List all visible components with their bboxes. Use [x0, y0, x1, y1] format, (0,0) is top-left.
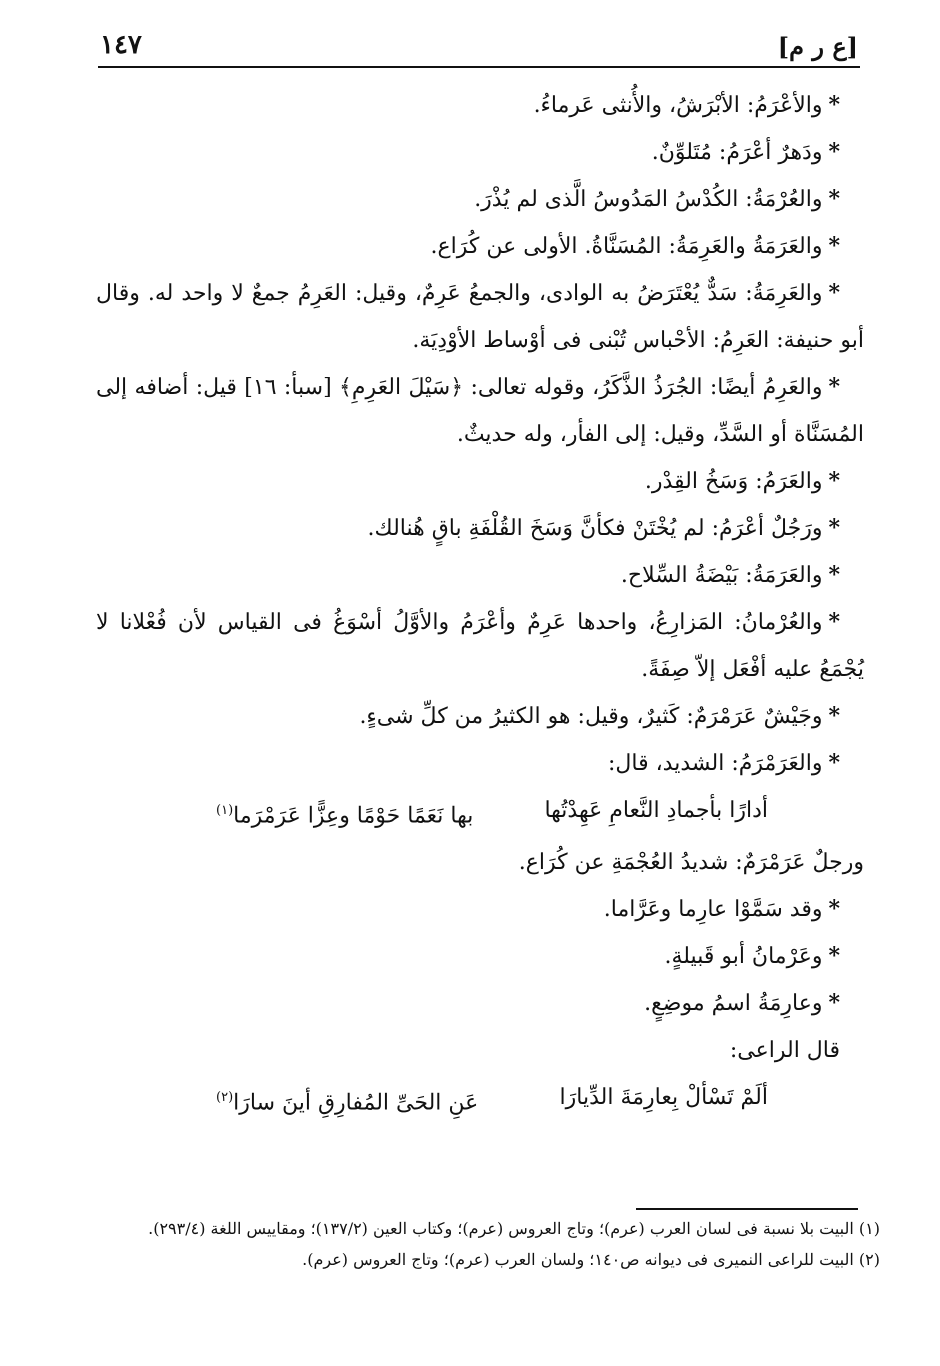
entry-text: وعارِمَةُ اسمُ موضِعٍ. [644, 991, 823, 1017]
entry-text: وجَيْشٌ عَرَمْرَمٌ: كَثيرٌ، وقيل: هو الكثيرُ من كلِّ شىءٍ. [359, 704, 823, 729]
verse-first-hemistich: ألَمْ تَسْألْ بِعارِمَةَ الدِّيارَا [559, 1085, 768, 1111]
entry-marker: * [828, 750, 840, 776]
entry [96, 933, 864, 980]
verse-text: بها نَعَمًا حَوْمًا وعِزًّا عَرَمْرَما [233, 803, 474, 829]
footnote-reference: (١) [216, 803, 234, 818]
entry-marker: * [828, 562, 840, 588]
verse-first-hemistich: أدارًا بأجمادِ النَّعامِ عَهِدْتُها [544, 798, 768, 823]
entry-text: والعَرِمَةُ: سَدٌّ يُعْتَرَضُ به الوادى، والجمعُ عَرِمٌ، وقيل: العَرِمُ جمعٌ لا واحد له. وقال أبو حنيفة: العَرِمُ: الأحْباس تُبْنى فى أوْساط الأوْدِيَة. [96, 281, 864, 353]
verse-second-hemistich [216, 1074, 478, 1126]
footnote: (٢) البيت للراعى النميرى فى ديوانه ص١٤٠؛ ولسان العرب (عرم)؛ وتاج العروس (عرم). [302, 1250, 880, 1269]
entry-text: ورَجُلٌ أعْرَمُ: لم يُخْتَنْ فكأنَّ وَسَخَ القُلْفَةِ باقٍ هُنالك. [367, 516, 823, 541]
entry [96, 364, 864, 458]
poetry-verse [96, 1074, 864, 1126]
footnotes [96, 1216, 880, 1278]
entry-marker: * [828, 233, 840, 259]
entry [96, 129, 864, 176]
entry-text: والعَرَمَةُ: بَيْضَةُ السِّلاح. [620, 563, 823, 588]
entry-marker: * [828, 515, 840, 541]
footnote-rule [636, 1208, 858, 1210]
entry-marker: * [828, 280, 840, 306]
verse-second-hemistich [216, 787, 473, 839]
verse-text: عَنِ الحَىِّ المُفارِقِ أينَ سارَا [233, 1090, 479, 1116]
entry-marker: * [828, 186, 840, 212]
running-head: [ع ر م] [777, 32, 858, 61]
entry-marker: * [828, 896, 840, 923]
entry-marker: * [828, 703, 840, 729]
entry-text: والعَرَمَةُ والعَرِمَةُ: المُسَنَّاةُ. الأولى عن كُرَاع. [430, 234, 823, 259]
entry-text: والعَرَمْرَمُ: الشديد، قال: [607, 751, 823, 776]
entry-marker: * [828, 374, 840, 400]
header-rule [98, 66, 860, 68]
entry [96, 740, 864, 787]
entry [96, 599, 864, 693]
entry [96, 176, 864, 223]
entry [96, 82, 864, 129]
poetry-verse [96, 787, 864, 839]
entry [96, 270, 864, 364]
entry [96, 458, 864, 505]
entry-marker: * [828, 609, 840, 635]
entry-text: وعَرْمانُ أبو قَبيلةٍ. [664, 944, 823, 970]
entry [96, 505, 864, 552]
entry [96, 552, 864, 599]
entry-text: ودَهرٌ أعْرَمُ: مُتَلوِّنٌ. [651, 140, 823, 165]
entry-marker: * [828, 468, 840, 494]
footnote: (١) البيت بلا نسبة فى لسان العرب (عرم)؛ وتاج العروس (عرم)؛ وكتاب العين (١٣٧/٢)؛ ومقاييس اللغة (٢٩٣/٤). [148, 1219, 880, 1238]
dictionary-body [96, 82, 864, 1127]
entry [96, 886, 864, 933]
entry-marker: * [828, 990, 840, 1017]
entry-text: والعُرْمانُ: المَزارِعُ، واحدها عَرِمٌ وأعْرَمُ والأوَّلُ أسْوَغُ فى القياس لأن فُعْلانا لا يُجْمَعُ عليه أفْعَل إلاّ صِفَةً. [96, 610, 864, 682]
entry-text: وقد سَمَّوْا عارِما وعَرَّاما. [603, 897, 823, 923]
page-number: ١٤٧ [100, 30, 142, 60]
entry [96, 693, 864, 740]
entry [96, 980, 864, 1027]
entry [96, 223, 864, 270]
entry-continuation: ورجلٌ عَرَمْرَمٌ: شديدُ العُجْمَةِ عن كُرَاع. [518, 850, 864, 876]
entry-marker: * [828, 139, 840, 165]
entry-marker: * [828, 92, 840, 118]
entry-text: والعَرِمُ أيضًا: الجُرَذُ الذَّكَرُ، وقوله تعالى: ﴿سَيْلَ العَرِمِ﴾ [سبأ: ١٦] قيل: أضافه إلى المُسَنَّاة أو السَّدِّ، وقيل: إلى الفأر، وله حديثٌ. [96, 375, 864, 447]
footnote-reference: (٢) [216, 1090, 234, 1106]
entry-marker: * [828, 943, 840, 970]
entry-text: والعَرَمُ: وَسَخُ القِدْر. [644, 469, 823, 494]
entry-text: والعُرْمَةُ: الكُدْسُ المَدُوسُ الَّذى لم يُذْرَ. [474, 187, 823, 212]
entry-text: والأعْرَمُ: الأبْرَشُ، والأُنثى عَرماءُ. [533, 93, 823, 118]
poet-intro: قال الراعى: [729, 1038, 840, 1064]
